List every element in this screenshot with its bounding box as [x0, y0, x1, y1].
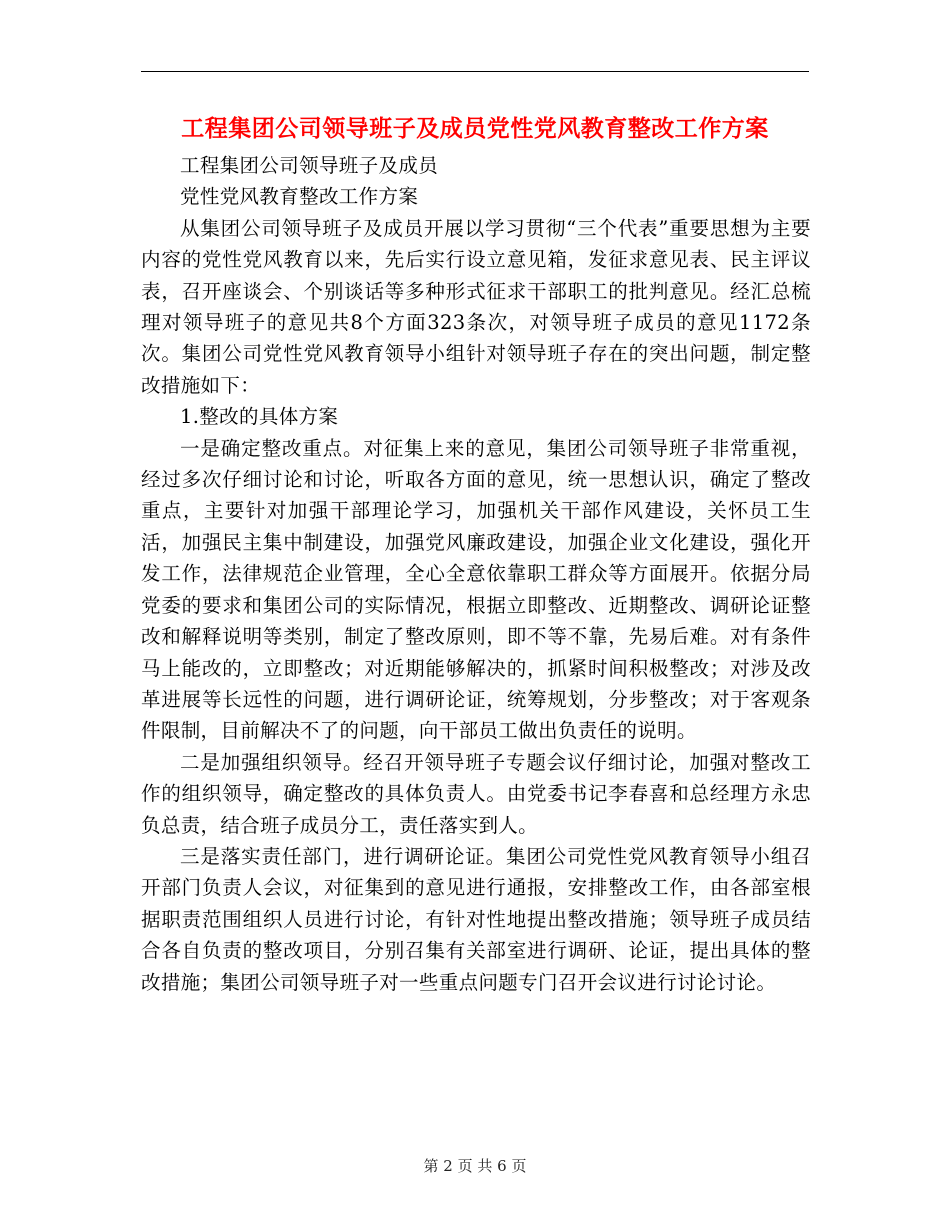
body-paragraph: 二是加强组织领导。经召开领导班子专题会议仔细讨论，加强对整改工作的组织领导，确定整改的具体负责人。由党委书记李春喜和总经理方永忠负总责，结合班子成员分工，责任落实到人。 — [141, 750, 811, 837]
subtitle-line-2: 党性党风教育整改工作方案 — [180, 185, 419, 209]
document-body — [141, 150, 811, 998]
page-number: 第 2 页 共 6 页 — [423, 1157, 527, 1175]
subtitle-line-1: 工程集团公司领导班子及成员 — [180, 154, 439, 177]
intro-paragraph: 从集团公司领导班子及成员开展以学习贯彻“三个代表”重要思想为主要内容的党性党风教育以来，先后实行设立意见箱，发征求意见表、民主评议表，召开座谈会、个别谈话等多种形式征求干部职工的批判意见。经汇总梳理对领导班子的意见共8个方面323条次，对领导班子成员的意见1172条次。集团公司党性党风教育领导小组针对领导班子存在的突出问题，制定整改措施如下： — [141, 216, 811, 397]
header-rule — [141, 71, 809, 72]
section-heading: 1.整改的具体方案 — [180, 405, 339, 429]
body-paragraph: 一是确定整改重点。对征集上来的意见，集团公司领导班子非常重视，经过多次仔细讨论和讨论，听取各方面的意见，统一思想认识，确定了整改重点，主要针对加强干部理论学习，加强机关干部作风建设，关怀员工生活，加强民主集中制建设，加强党风廉政建设，加强企业文化建设，强化开发工作，法律规范企业管理，全心全意依靠职工群众等方面展开。依据分局党委的要求和集团公司的实际情况，根据立即整改、近期整改、调研论证整改和解释说明等类别，制定了整改原则，即不等不靠，先易后难。对有条件马上能改的，立即整改；对近期能够解决的，抓紧时间积极整改；对涉及改革进展等长远性的问题，进行调研论证，统筹规划，分步整改；对于客观条件限制，目前解决不了的问题，向干部员工做出负责任的说明。 — [141, 436, 811, 743]
document-title: 工程集团公司领导班子及成员党性党风教育整改工作方案 — [181, 115, 769, 142]
body-paragraph: 三是落实责任部门，进行调研论证。集团公司党性党风教育领导小组召开部门负责人会议，对征集到的意见进行通报，安排整改工作，由各部室根据职责范围组织人员进行讨论，有针对性地提出整改措施；领导班子成员结合各自负责的整改项目，分别召集有关部室进行调研、论证，提出具体的整改措施；集团公司领导班子对一些重点问题专门召开会议进行讨论讨论。 — [141, 844, 811, 994]
